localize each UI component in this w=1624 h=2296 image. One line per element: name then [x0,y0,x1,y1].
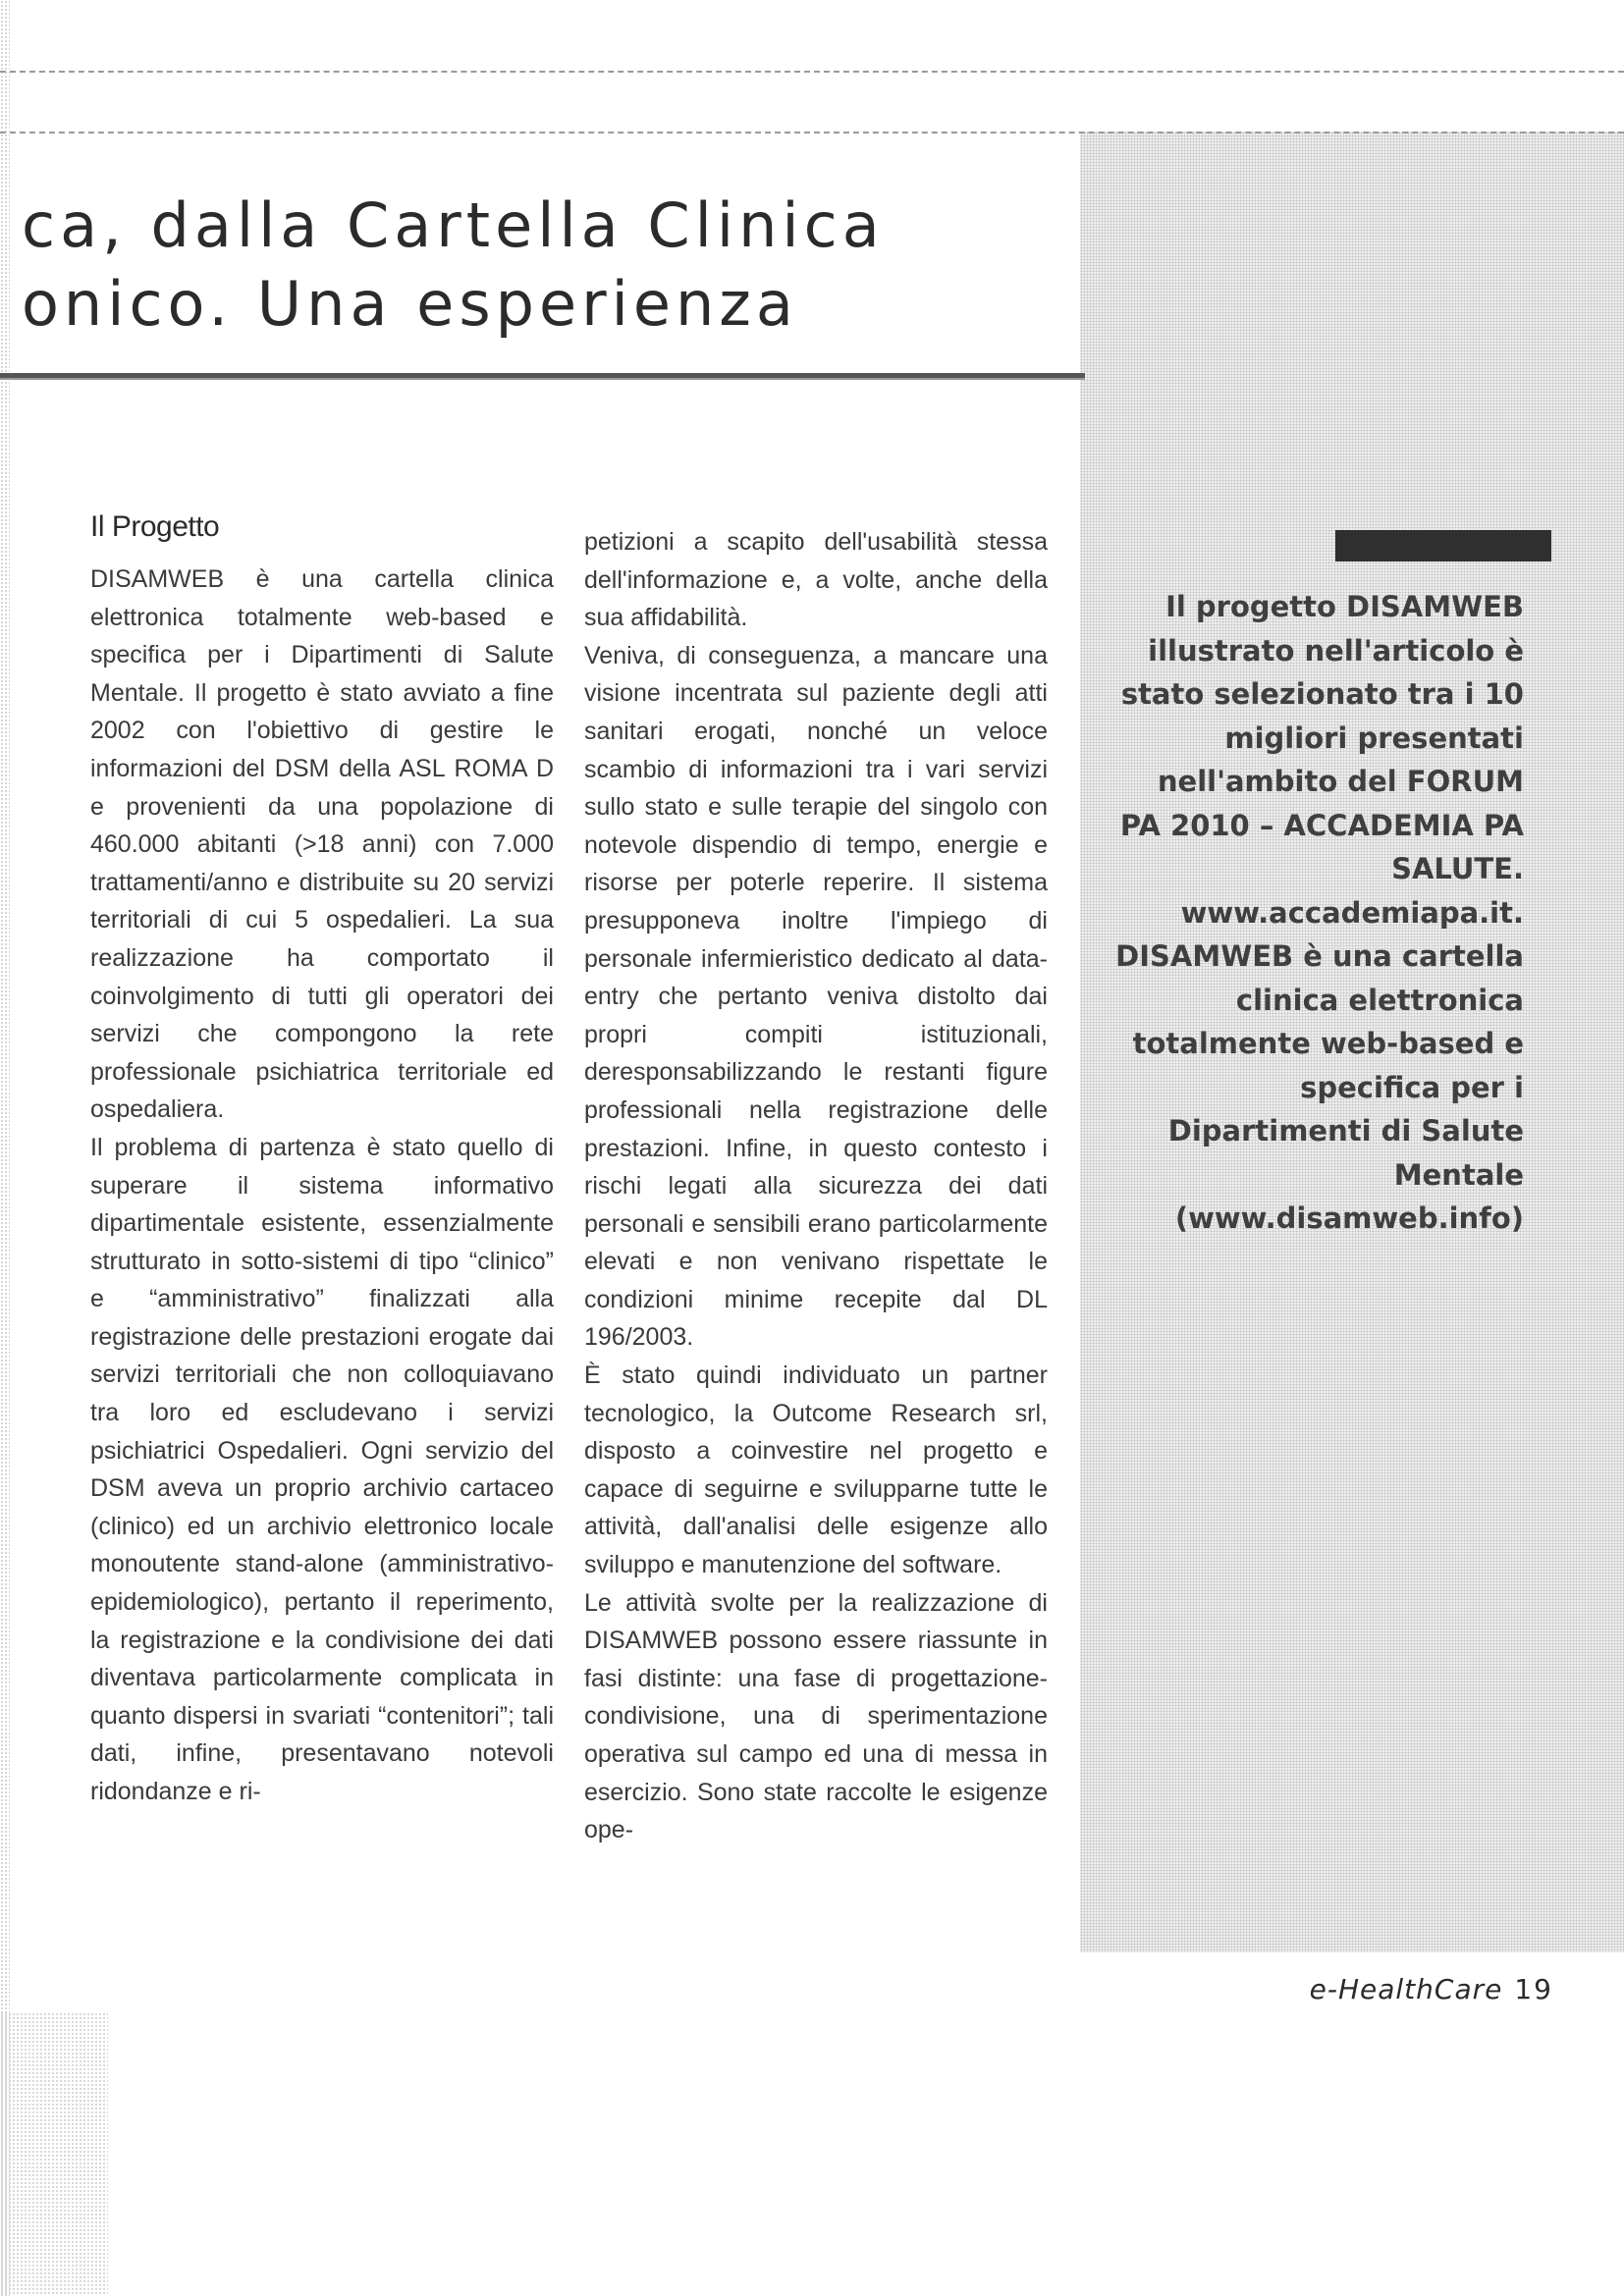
page-footer [1227,1973,1553,2005]
paragraph: DISAMWEB è una cartella clinica elettronica totalmente web-based e specifica per i Dipartimenti di Salute Mentale. Il progetto è stato avviato a fine 2002 con l'obiettivo di gestire le informazioni del DSM della ASL ROMA D e provenienti da una popolazione di 460.000 abitanti (>18 anni) con 7.000 trattamenti/anno e distribuite su 20 servizi territoriali di cui 5 ospedalieri. La sua realizzazione ha comportato il coinvolgimento di tutti gli operatori dei servizi che compongono la rete professionale psichiatrica territoriale ed ospedaliera. [90,565,554,1124]
paragraph: Le attività svolte per la realizzazione di DISAMWEB possono essere riassunte in fasi distinte: una fase di progettazione-condivisione, una di sperimentazione operativa sul campo ed una di messa in esercizio. Sono state raccolte le esigenze ope- [584,1588,1048,1844]
left-edge-stipple [0,0,10,2296]
paragraph: Veniva, di conseguenza, a mancare una visione incentrata sul paziente degli atti sanitari erogati, nonché un veloce scambio di informazioni tra i vari servizi sullo stato e sulle terapie del singolo con notevole dispendio di tempo, energie e risorse per poterle reperire. Il sistema presupponeva inoltre l'impiego di personale infermieristico dedicato al data-entry che pertanto veniva distolto dai propri compiti istituzionali, deresponsabilizzando le restanti figure professionali nella registrazione delle prestazioni. Infine, in questo contesto i rischi legati alla sicurezza dei dati personali e sensibili erano particolarmente elevati e non venivano rispettate le condizioni minime recepite dal DL 196/2003. [584,641,1048,1352]
page-number: 19 [1514,1973,1553,2005]
bottom-corner-stipple [0,2012,108,2296]
section-title: Il Progetto [90,510,220,543]
paragraph: Il problema di partenza è stato quello di superare il sistema informativo dipartimentale esistente, essenzialmente strutturato in sotto-sistemi di tipo “clinico” e “amministrativo” finalizzati alla registrazione delle prestazioni erogate dai servizi territoriali che non colloquiavano tra loro ed escludevano i servizi psichiatrici Ospedalieri. Ogni servizio del DSM aveva un proprio archivio cartaceo (clinico) ed un archivio elettronico locale monoutente stand-alone (amministrativo-epidemiologico), pertanto il reperimento, la registrazione e la condivisione dei dati diventava particolarmente complicata in quanto dispersi in svariati “contenitori”; tali dati, infine, presentavano notevoli ridondanze e ri- [90,1133,554,1805]
article-column-1 [90,561,554,1811]
second-dashed-rule [0,132,1624,133]
headline-line-1: ca, dalla Cartella Clinica [22,189,885,261]
headline-line-2: onico. Una esperienza [22,268,798,340]
headline-underline [0,373,1085,380]
paragraph: petizioni a scapito dell'usabilità stessa dell'informazione e, a volte, anche della sua affidabilità. [584,528,1048,632]
sidebar-accent-bar [1335,530,1551,561]
page-headline [22,187,885,344]
sidebar-callout: Il progetto DISAMWEB illustrato nell'articolo è stato selezionato tra i 10 migliori presentati nell'ambito del FORUM PA 2010 – ACCADEMIA PA SALUTE. www.accademiapa.it. DISAMWEB è una cartella clinica elettronica totalmente web-based e specifica per i Dipartimenti di Salute Mentale (www.disamweb.info) [1115,590,1524,1235]
article-column-2 [584,523,1048,1849]
paragraph: È stato quindi individuato un partner tecnologico, la Outcome Research srl, disposto a coinvestire nel progetto e capace di seguirne e svilupparne tutte le attività, dall'analisi delle esigenze allo sviluppo e manutenzione del software. [584,1362,1048,1579]
top-dashed-rule [0,71,1624,73]
publication-name: e-HealthCare [1309,1973,1503,2005]
